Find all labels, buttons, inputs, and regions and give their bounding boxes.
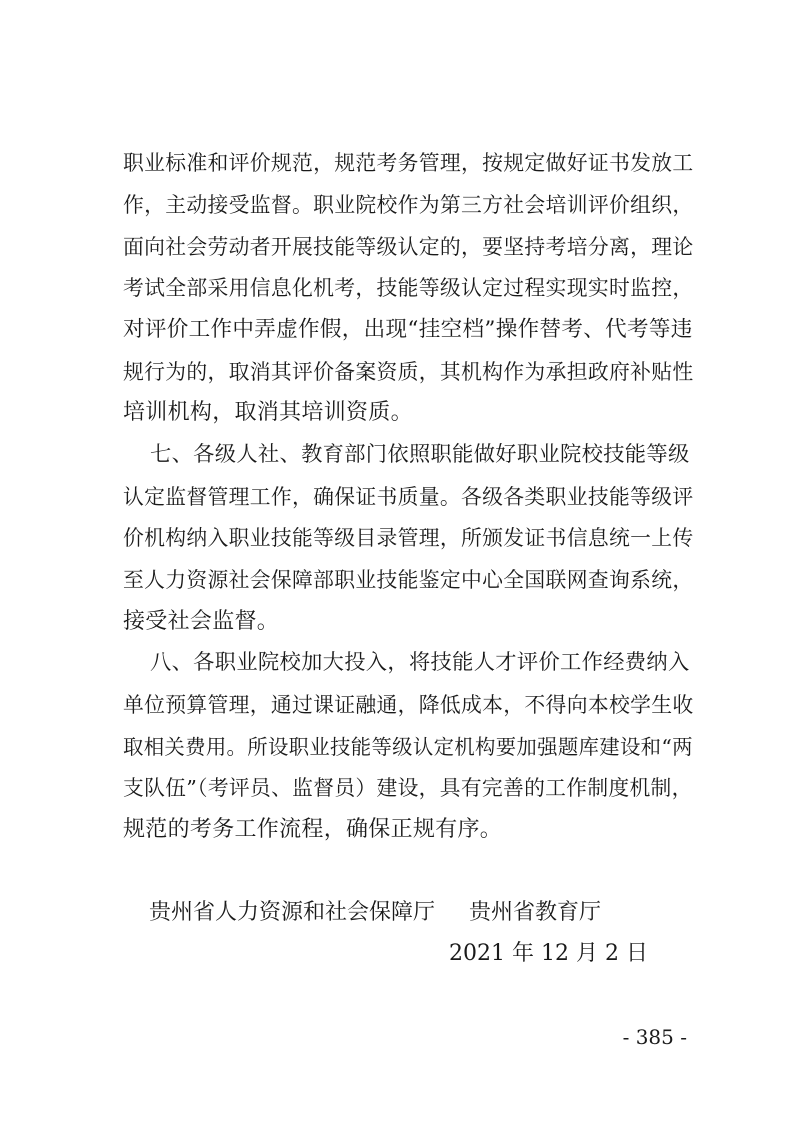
paragraph-seven-first-line: 七、各级人社、教育部门依照职能做好职业院校技能等级	[150, 442, 690, 467]
body-line: 规行为的，取消其评价备案资质，其机构作为承担政府补贴性	[123, 360, 694, 384]
body-line: 支队伍”（考评员、监督员）建设，具有完善的工作制度机制，	[123, 776, 693, 800]
body-line: 职业标准和评价规范，规范考务管理，按规定做好证书发放工	[123, 151, 694, 175]
body-line: 认定监督管理工作，确保证书质量。各级各类职业技能等级评	[123, 485, 694, 509]
body-line: 面向社会劳动者开展技能等级认定的，要坚持考培分离，理论	[123, 235, 694, 259]
body-line: 价机构纳入职业技能等级目录管理，所颁发证书信息统一上传	[123, 526, 694, 550]
body-line: 接受社会监督。	[123, 609, 280, 634]
signature-org-education: 贵州省教育厅	[469, 900, 602, 925]
body-line: 取相关费用。所设职业技能等级认定机构要加强题库建设和“两	[123, 735, 693, 759]
body-line: 对评价工作中弄虚作假，出现“挂空档”操作替考、代考等违	[123, 317, 693, 342]
body-line: 作，主动接受监督。职业院校作为第三方社会培训评价组织，	[123, 193, 694, 217]
signature-org-hrss: 贵州省人力资源和社会保障厅	[149, 900, 436, 925]
body-line: 规范的考务工作流程，确保正规有序。	[123, 817, 503, 842]
body-line: 考试全部采用信息化机考，技能等级认定过程实现实时监控，	[123, 276, 694, 300]
body-line: 至人力资源社会保障部职业技能鉴定中心全国联网查询系统，	[123, 568, 694, 592]
signature-date: 2021 年 12 月 2 日	[449, 941, 648, 966]
body-line: 培训机构，取消其培训资质。	[123, 400, 413, 425]
body-line: 单位预算管理，通过课证融通，降低成本，不得向本校学生收	[123, 693, 694, 717]
page-number: - 385 -	[622, 1025, 687, 1049]
paragraph-eight-first-line: 八、各职业院校加大投入，将技能人才评价工作经费纳入	[150, 650, 690, 675]
